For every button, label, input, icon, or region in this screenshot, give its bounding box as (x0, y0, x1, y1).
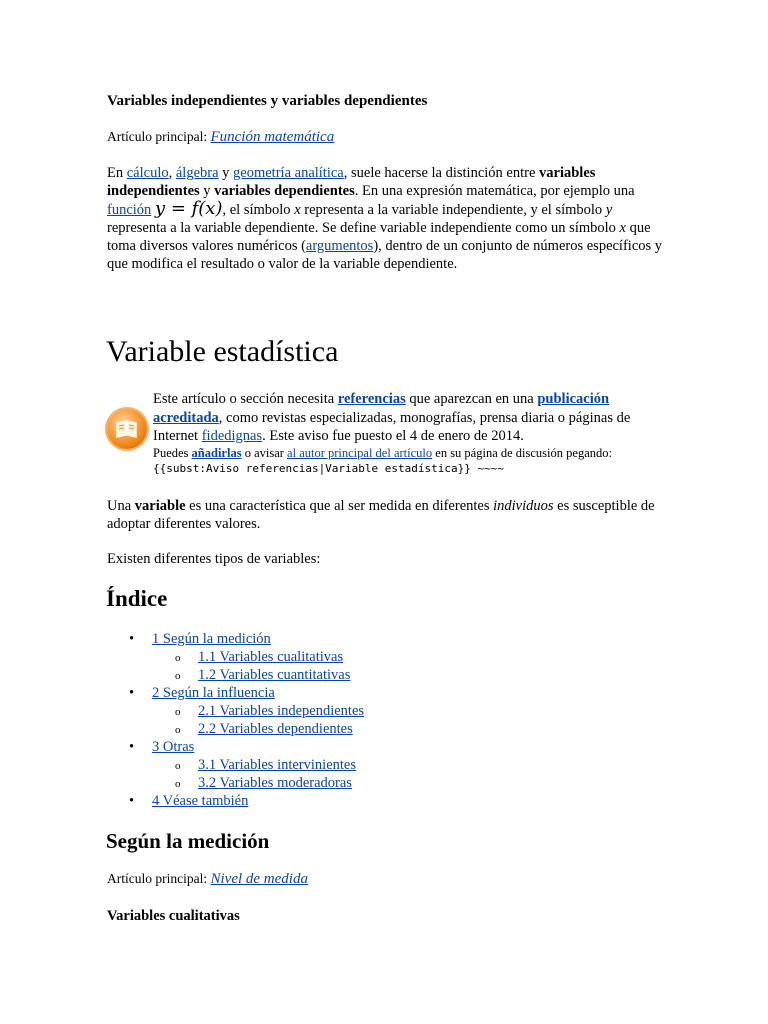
circle-bullet-icon: o (175, 706, 181, 718)
paragraph-types-intro: Existen diferentes tipos de variables: (107, 551, 321, 567)
toc-sublink[interactable]: 2.2 Variables dependientes (198, 721, 353, 737)
bullet-icon: • (129, 739, 135, 755)
text: Este artículo o sección necesita (153, 391, 338, 407)
section-heading: Variables independientes y variables dependientes (107, 93, 428, 109)
notice-help-line (153, 446, 668, 461)
subsection-heading-cualitativas: Variables cualitativas (107, 908, 240, 924)
table-of-contents (107, 630, 507, 810)
toc-item (107, 630, 507, 648)
publicacion-acreditada-link[interactable]: publicación acreditada (153, 391, 610, 426)
references-notice-box (107, 390, 667, 476)
math-formula: y = f(x) (154, 198, 223, 219)
bold-term: variable (134, 498, 186, 514)
funcion-link[interactable]: función (107, 202, 152, 218)
geometria-analitica-link[interactable]: geometría analítica (233, 165, 344, 181)
text: Puedes (153, 445, 192, 460)
toc-subitem (107, 648, 507, 666)
text: En (107, 165, 127, 181)
text: , suele hacerse la distinción entre (343, 165, 540, 181)
toc-heading: Índice (106, 586, 168, 611)
toc-link[interactable]: 3 Otras (152, 739, 195, 755)
text: y (218, 165, 234, 181)
text: representa a la variable independiente, y el símbolo (300, 202, 606, 218)
bold-term: variables independientes (107, 165, 596, 199)
bullet-icon: • (129, 631, 135, 647)
text: en su página de discusión pegando: (432, 445, 612, 460)
toc-sublink[interactable]: 1.1 Variables cualitativas (198, 649, 344, 665)
text: , (168, 165, 176, 181)
text: es una característica que al ser medida en diferentes (185, 498, 494, 514)
toc-subitem (107, 702, 507, 720)
main-article-prefix: Artículo principal: (107, 129, 211, 144)
text: Una (107, 498, 135, 514)
var-symbol: y (605, 202, 613, 218)
toc-item (107, 792, 507, 810)
toc-sublink[interactable]: 3.2 Variables moderadoras (198, 775, 352, 791)
bullet-icon: • (129, 793, 135, 809)
toc-link[interactable]: 2 Según la influencia (152, 685, 275, 701)
circle-bullet-icon: o (175, 670, 181, 682)
text: , el símbolo (222, 202, 295, 218)
text: es susceptible de adoptar diferentes valores. (107, 498, 655, 532)
circle-bullet-icon: o (175, 778, 181, 790)
text: que aparezcan en una (405, 391, 538, 407)
text: , como revistas especializadas, monografías, prensa diaria o páginas de Internet (153, 409, 631, 444)
text: o avisar (241, 445, 288, 460)
toc-item (107, 684, 507, 702)
referencias-link[interactable]: referencias (337, 391, 406, 407)
text: . En una expresión matemática, por ejemplo una (354, 183, 635, 199)
text: . Este aviso fue puesto el 4 de enero de 2014. (262, 428, 524, 444)
text: que toma diversos valores numéricos ( (107, 220, 651, 254)
var-symbol: x (619, 220, 626, 236)
notice-text (153, 390, 668, 476)
bold-term: variables dependientes (214, 183, 355, 199)
main-article-note (107, 129, 334, 146)
toc-subitem (107, 756, 507, 774)
italic-term: individuos (493, 498, 554, 514)
notice-code: {{subst:Aviso referencias|Variable estadística}} ~~~~ (153, 461, 504, 475)
fidedignas-link[interactable]: fidedignas (201, 428, 263, 444)
toc-sublink[interactable]: 2.1 Variables independientes (198, 703, 365, 719)
section-heading-segun-medicion: Según la medición (106, 829, 270, 853)
toc-subitem (107, 666, 507, 684)
toc-link[interactable]: 1 Según la medición (152, 631, 271, 647)
var-symbol: x (294, 202, 301, 218)
circle-bullet-icon: o (175, 724, 181, 736)
toc-item (107, 738, 507, 756)
calculo-link[interactable]: cálculo (126, 165, 169, 181)
text: ), dentro de un conjunto de números específicos y que modifica el resultado o valor de la variable dependiente. (107, 238, 663, 272)
toc-link[interactable]: 4 Véase también (152, 793, 249, 809)
page-title: Variable estadística (106, 335, 339, 368)
argumentos-link[interactable]: argumentos (305, 238, 374, 254)
nivel-de-medida-link[interactable]: Nivel de medida (210, 871, 308, 887)
text: representa a la variable dependiente. Se define variable independiente como un símbolo (107, 220, 620, 236)
circle-bullet-icon: o (175, 760, 181, 772)
notice-book-icon (107, 409, 147, 449)
toc-sublink[interactable]: 3.1 Variables intervinientes (198, 757, 356, 773)
anadirlas-link[interactable]: añadirlas (191, 445, 242, 460)
toc-subitem (107, 720, 507, 738)
autor-principal-link[interactable]: al autor principal del artículo (287, 445, 433, 460)
main-article-note (107, 871, 308, 888)
text: y (199, 183, 215, 199)
toc-sublink[interactable]: 1.2 Variables cuantitativas (198, 667, 351, 683)
main-article-prefix: Artículo principal: (107, 871, 211, 886)
bullet-icon: • (129, 685, 135, 701)
toc-subitem (107, 774, 507, 792)
funcion-matematica-link[interactable]: Función matemática (210, 129, 335, 145)
algebra-link[interactable]: álgebra (175, 165, 219, 181)
paragraph-variable-definition (107, 497, 667, 533)
circle-bullet-icon: o (175, 652, 181, 664)
paragraph-variables-intro (107, 164, 667, 273)
